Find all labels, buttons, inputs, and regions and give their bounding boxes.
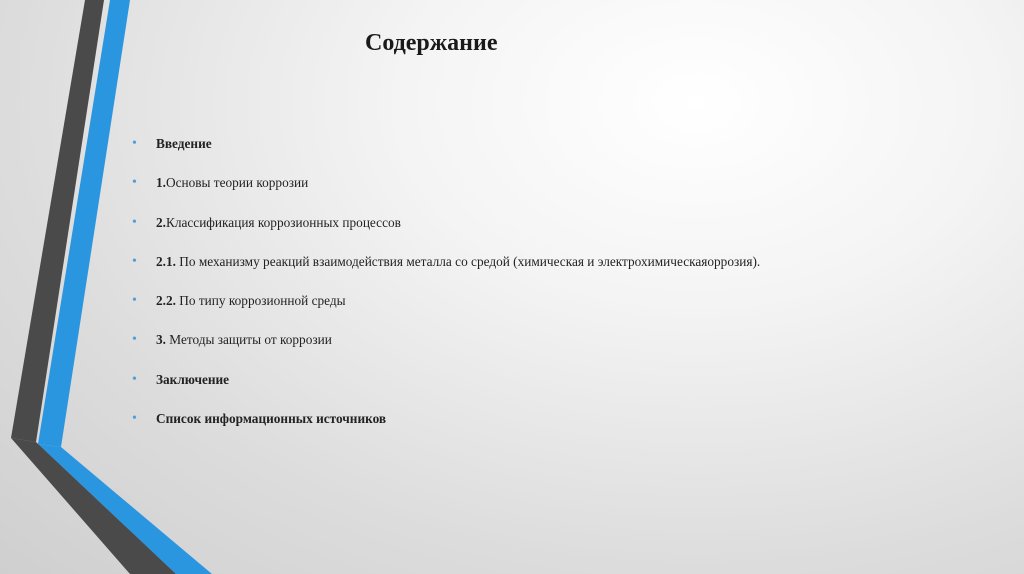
item-label: Основы теории коррозии: [165, 175, 309, 191]
bullet-icon: •: [132, 332, 137, 348]
item-number: 2.1.: [156, 253, 176, 269]
contents-item-text: [156, 287, 346, 315]
item-number: 2.: [156, 214, 166, 230]
item-label: Классификация коррозионных процессов: [165, 214, 401, 230]
item-label: Методы защиты от коррозии: [165, 332, 332, 348]
contents-item-text: [156, 405, 386, 433]
slide-title: Содержание: [365, 30, 498, 56]
dark-stripe-diagonal: [11, 438, 176, 574]
bullet-icon: •: [132, 371, 137, 387]
item-label: По типу коррозионной среды: [175, 293, 346, 309]
contents-item-text: [156, 248, 760, 276]
item-label: Список информационных источников: [156, 411, 387, 427]
bullet-icon: •: [132, 253, 137, 269]
item-label: Введение: [156, 136, 212, 151]
contents-item-text: [156, 366, 229, 394]
item-label: Заключение: [156, 371, 230, 387]
bullet-icon: •: [132, 175, 137, 191]
bullet-icon: •: [132, 293, 137, 309]
item-label: По механизму реакций взаимодействия металла со средой (химическая и электрохимическаяоррозия).: [175, 253, 761, 269]
contents-item-text: [156, 169, 308, 197]
bullet-icon: •: [132, 411, 137, 427]
contents-item-text: [156, 326, 332, 354]
contents-item-text: [156, 130, 212, 158]
contents-item-text: [156, 209, 401, 237]
item-number: 1.: [156, 175, 166, 191]
bullet-icon: •: [132, 214, 137, 230]
item-number: 2.2.: [156, 293, 176, 309]
bullet-icon: •: [132, 136, 137, 151]
item-number: 3.: [156, 332, 166, 348]
